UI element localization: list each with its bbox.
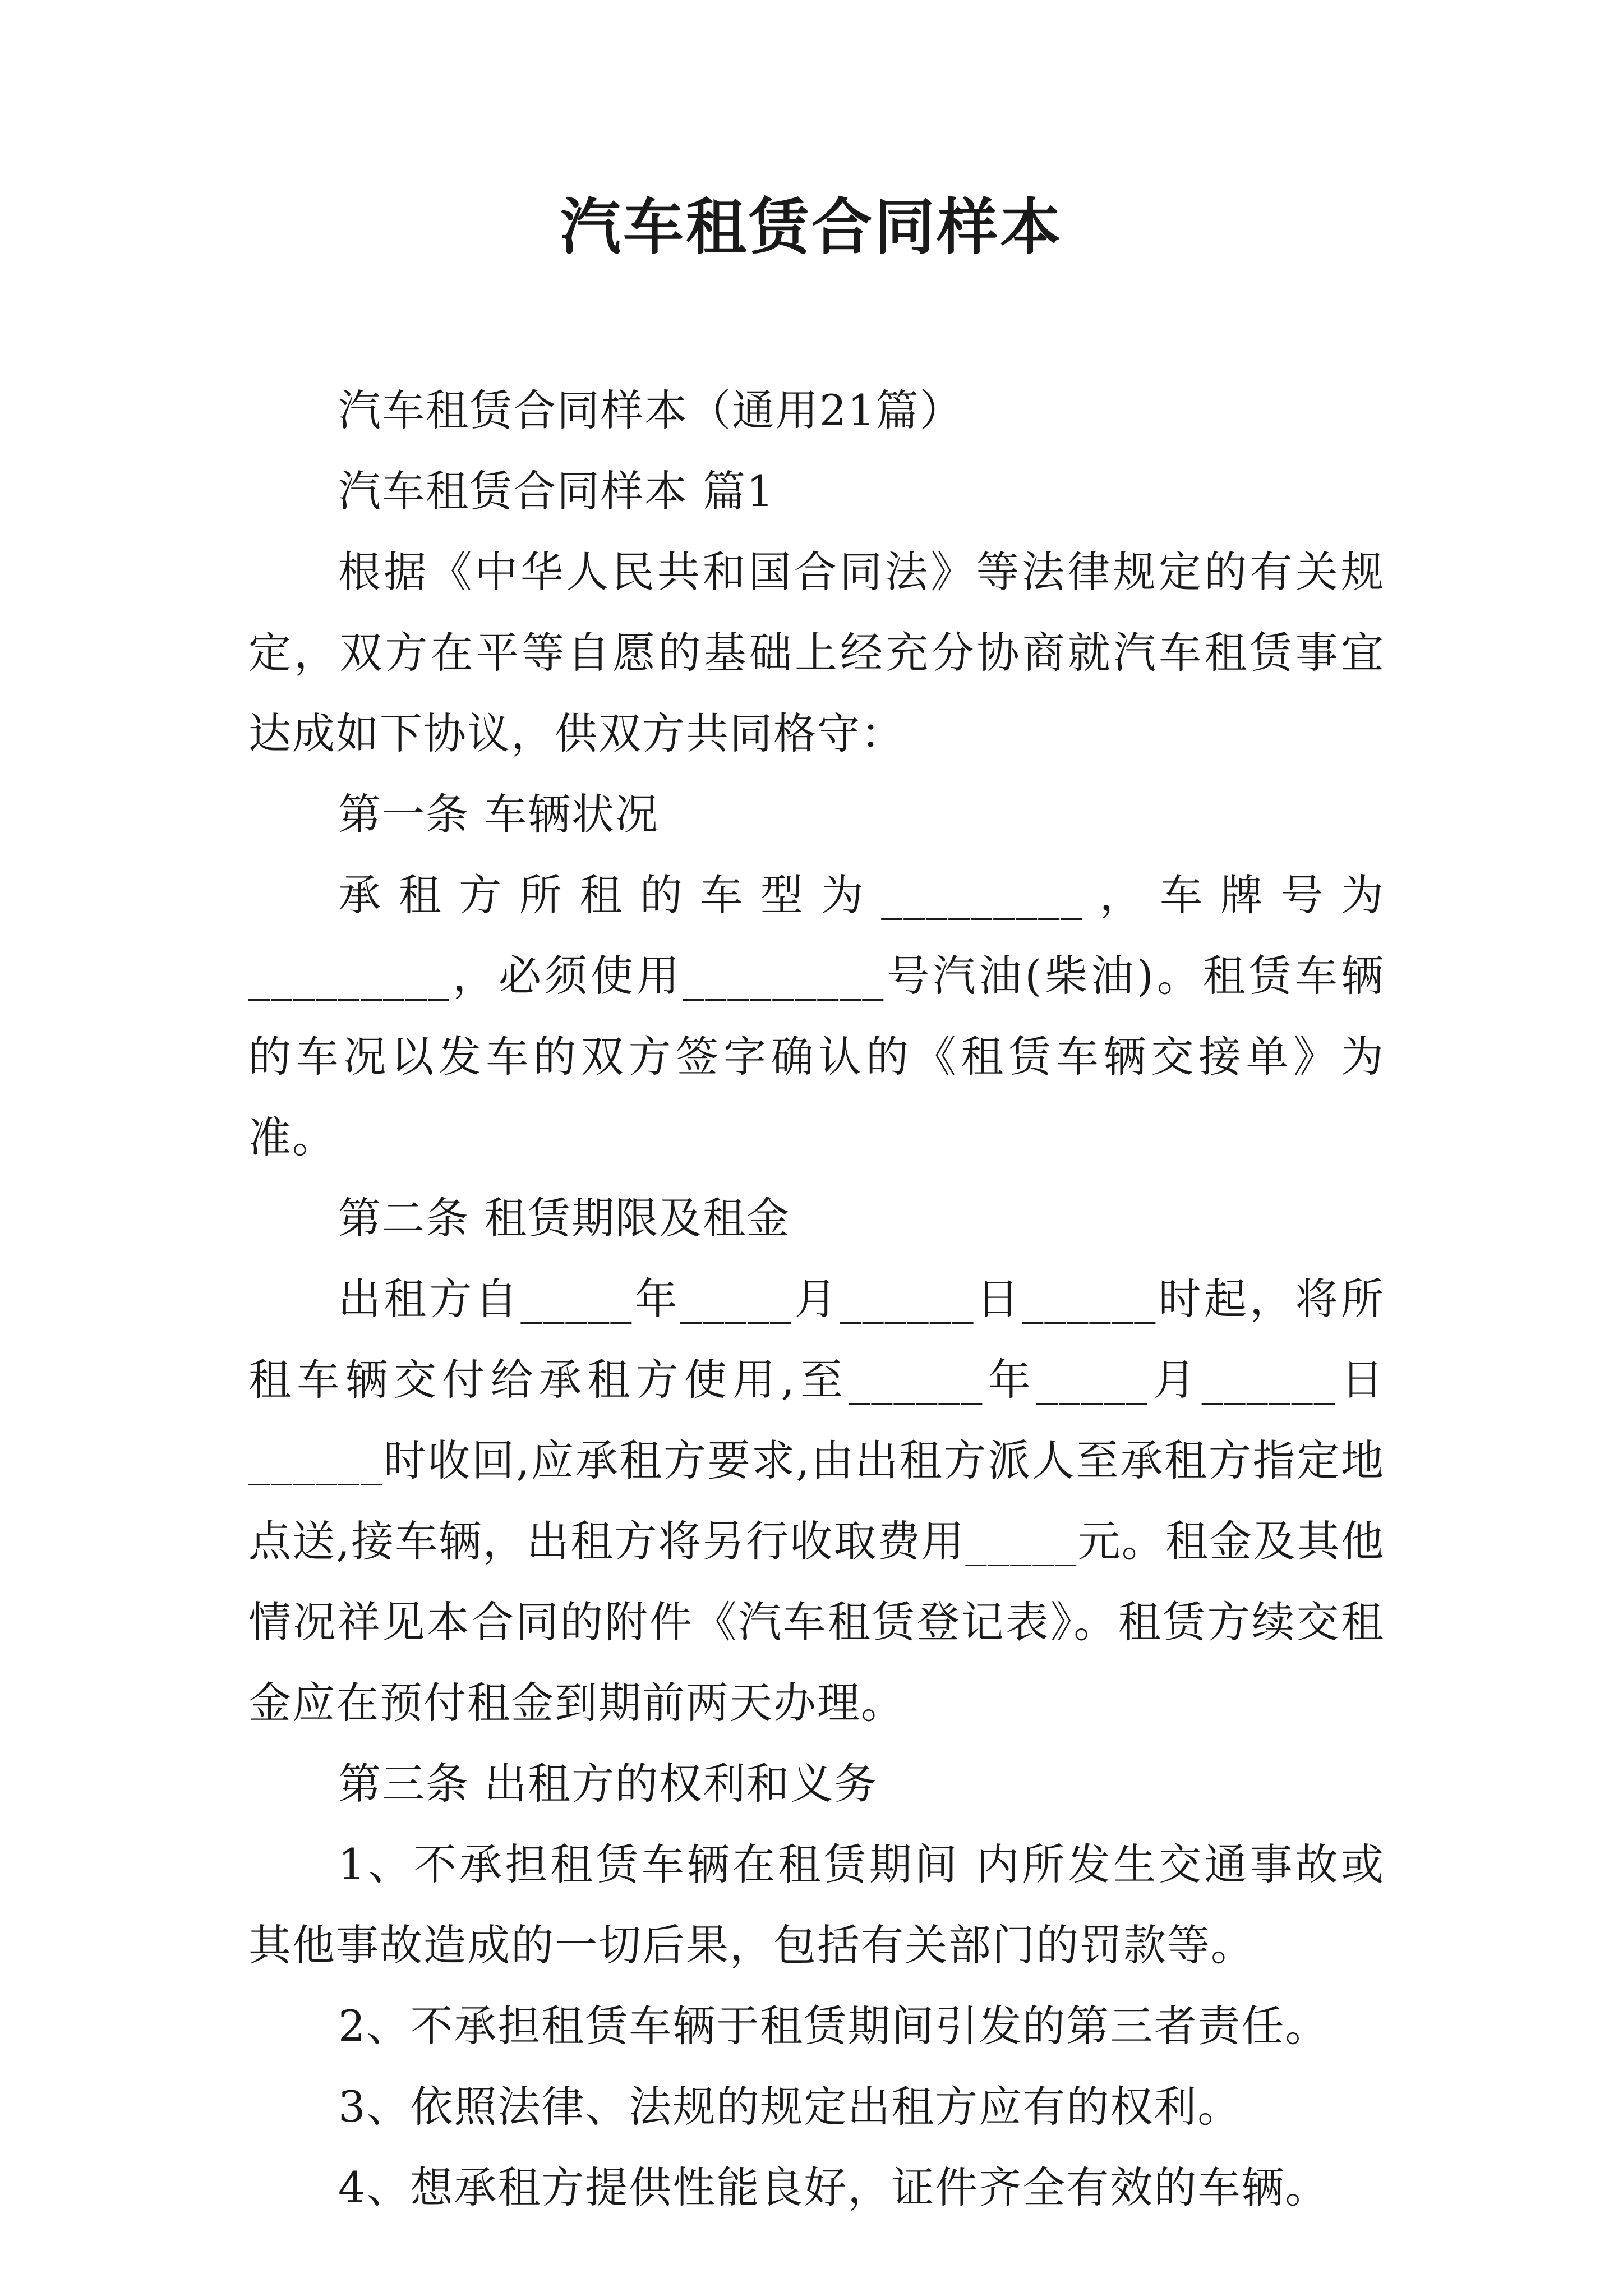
article-2-body: 出租方自_____年_____月______日______时起，将所租车辆交付给承租方使用,至______年_____月______日______时收回,应承租方要求,由出租方派人至承租方指定地点送,接车辆，出租方将另行收取费用_____元。租金及其他情况祥见本合同的附件《汽车租赁登记表》。租赁方续交租金应在预付租金到期前两天办理。: [248, 1274, 1385, 1728]
article-1-heading: 第一条 车辆状况: [338, 789, 660, 839]
preamble-paragraph: 根据《中华人民共和国合同法》等法律规定的有关规定，双方在平等自愿的基础上经充分协商就汽车租赁事宜达成如下协议，供双方共同格守：: [248, 547, 1385, 758]
article-3-item-3: 3、依照法律、法规的规定出租方应有的权利。: [338, 2082, 1242, 2132]
article-1-body: 承租方所租的车型为_________，车牌号为_________，必须使用_________号汽油(柴油)。租赁车辆的车况以发车的双方签字确认的《租赁车辆交接单》为准。: [248, 870, 1385, 1162]
article-3-item-1: 1、不承担租赁车辆在租赁期间 内所发生交通事故或其他事故造成的一切后果，包括有关部门的罚款等。: [248, 1839, 1385, 1970]
article-3-heading: 第三条 出租方的权利和义务: [338, 1759, 878, 1809]
document-title: 汽车租赁合同样本: [560, 192, 1063, 263]
article-3-item-4: 4、想承租方提供性能良好，证件齐全有效的车辆。: [338, 2162, 1329, 2212]
document-body: [248, 370, 1385, 2228]
subtitle-paragraph: 汽车租赁合同样本（通用21篇）: [338, 385, 963, 435]
section-heading-paragraph: 汽车租赁合同样本 篇1: [338, 466, 775, 516]
article-3-item-2: 2、不承担租赁车辆于租赁期间引发的第三者责任。: [338, 2001, 1329, 2051]
article-2-heading: 第二条 租赁期限及租金: [338, 1193, 791, 1243]
